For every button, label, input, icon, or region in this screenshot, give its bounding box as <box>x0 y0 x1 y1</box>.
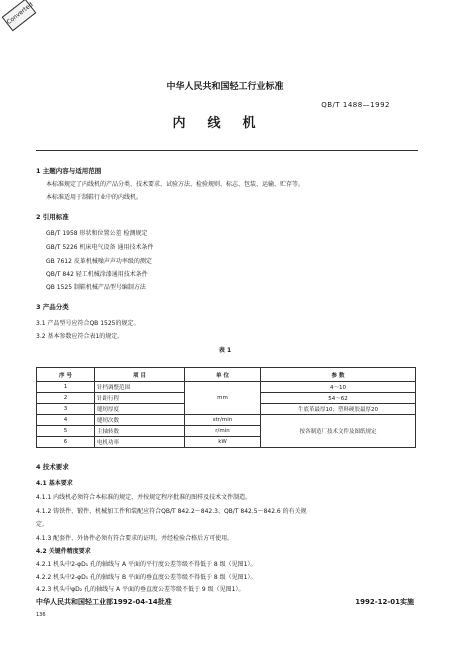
clause-4-1: 4.1 基本要求 <box>36 480 73 487</box>
cell-param: 牛底革最厚10；塑料硬胶最厚20 <box>261 404 416 415</box>
table-row <box>37 382 416 393</box>
standard-code: QB/T 1488—1992 <box>321 101 390 109</box>
header-unit: 单 位 <box>185 368 261 382</box>
document-title: 内线机 <box>172 116 278 131</box>
cell-no: 2 <box>37 393 95 404</box>
section-1-para-2: 本标准适用于制鞋行业中的内线机。 <box>46 194 143 201</box>
section-4-heading: 4 技术要求 <box>36 463 69 471</box>
approval-date: 中华人民共和国轻工业部1992-04-14批准 <box>36 598 172 606</box>
clause-4-2-3: 4.2.3 机头中φD₂ 孔的轴线与 A 平面的垂直度公差等级不低于 9 级（见图1）。 <box>36 586 245 593</box>
table-header-row <box>37 368 416 382</box>
clause-4-1-2: 4.1.2 铸铁件、锻件、机械加工件和装配应符合QB/T 842.2～842.3、QB/T 842.5～842.6 的有关规 <box>36 508 307 515</box>
section-1-para-1: 本标准规定了内线机的产品分类、技术要求、试验方法、检验规则、标志、包装、运输、贮存等。 <box>46 181 305 188</box>
converted-stamp: Converted <box>2 0 37 31</box>
reference-item: GB/T 5226 机床电气设备 通用技术条件 <box>46 244 154 251</box>
parameter-table <box>36 367 416 448</box>
cell-unit: str/min <box>185 415 261 426</box>
cell-item: 电机功率 <box>95 437 185 448</box>
clause-4-1-1: 4.1.1 内线机必须符合本标准的规定，并按规定程序批准的图样及技术文件制造。 <box>36 494 252 501</box>
cell-item: 缝纫次数 <box>95 415 185 426</box>
cell-no: 6 <box>37 437 95 448</box>
reference-item: QB 1525 制鞋机械产品型号编制方法 <box>46 284 146 291</box>
cell-no: 4 <box>37 415 95 426</box>
implementation-date: 1992-12-01实施 <box>355 598 414 606</box>
cell-no: 3 <box>37 404 95 415</box>
reference-item: GB 7612 皮革机械噪声声功率级的测定 <box>46 258 152 265</box>
page-number: 136 <box>36 612 46 618</box>
header-divider <box>36 150 418 151</box>
clause-3-1: 3.1 产品型号应符合QB 1525的规定。 <box>36 320 140 327</box>
cell-no: 5 <box>37 426 95 437</box>
cell-item: 主轴转数 <box>95 426 185 437</box>
cell-unit: r/min <box>185 426 261 437</box>
clause-4-2-1: 4.2.1 机头中2-φD₁ 孔的轴线与 A 平面的平行度公差等级不得低于 8 级（见图1）。 <box>36 561 257 568</box>
header-item: 项 目 <box>95 368 185 382</box>
standard-header-title: 中华人民共和国轻工行业标准 <box>166 82 284 92</box>
cell-item: 针距行程 <box>95 393 185 404</box>
reference-item: QB/T 842 轻工机械涂漆通用技术条件 <box>46 271 148 278</box>
section-1-heading: 1 主题内容与适用范围 <box>36 167 102 175</box>
cell-item: 针档调整范围 <box>95 382 185 393</box>
section-3-heading: 3 产品分类 <box>36 303 69 311</box>
reference-item: GB/T 1958 形状和位置公差 检测规定 <box>46 230 148 237</box>
clause-4-1-2-cont: 定。 <box>36 521 49 528</box>
cell-param: 4～10 <box>261 382 416 393</box>
clause-4-2-2: 4.2.2 机头中2-φD₁ 孔的轴线与 B 平面的垂直度公差等级不得低于 8 级（见图1）。 <box>36 574 257 581</box>
cell-param: 按各制造厂技术文件及图纸规定 <box>261 415 416 448</box>
cell-no: 1 <box>37 382 95 393</box>
header-param: 参 数 <box>261 368 416 382</box>
clause-4-1-3: 4.1.3 配套件、外协件必须有符合要求的证明，并经检验合格后方可使用。 <box>36 535 234 542</box>
cell-unit: kW <box>185 437 261 448</box>
section-2-heading: 2 引用标准 <box>36 213 69 221</box>
header-no: 序 号 <box>37 368 95 382</box>
table-caption: 表 1 <box>218 347 232 354</box>
cell-item: 缝纫厚度 <box>95 404 185 415</box>
cell-unit: mm <box>185 382 261 415</box>
clause-4-2: 4.2 关键件精度要求 <box>36 548 91 555</box>
cell-param: 54～62 <box>261 393 416 404</box>
table-row <box>37 415 416 426</box>
clause-3-2: 3.2 基本参数应符合表1的规定。 <box>36 333 124 340</box>
